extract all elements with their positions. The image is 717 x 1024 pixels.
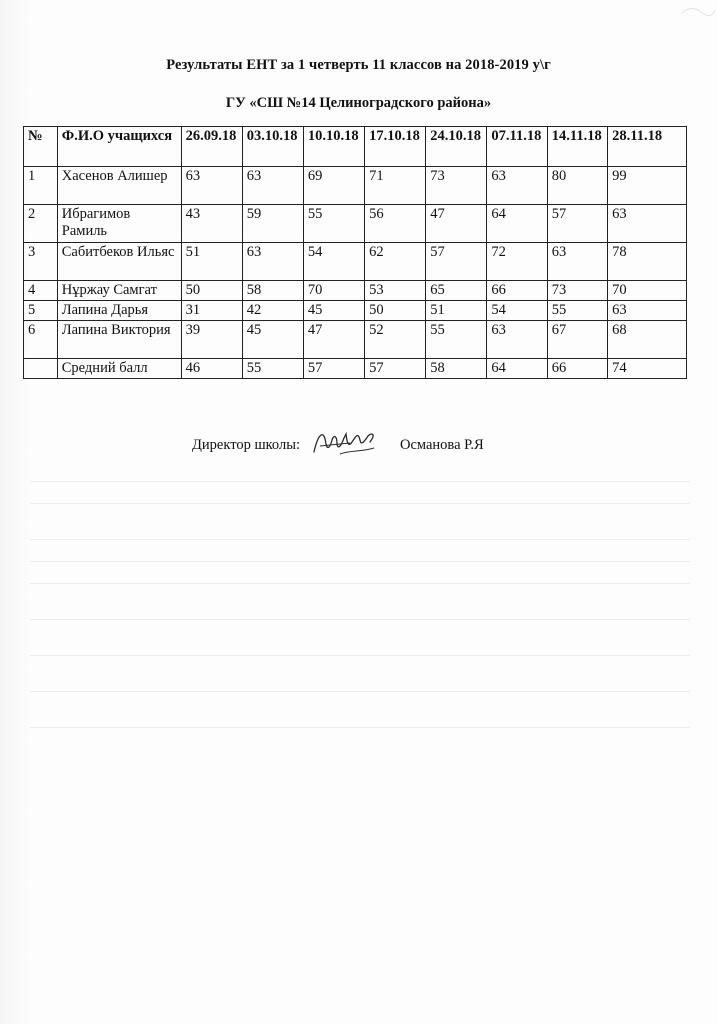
score-cell: 63 bbox=[242, 243, 303, 281]
average-score: 46 bbox=[181, 359, 242, 379]
score-cell: 67 bbox=[547, 321, 607, 359]
row-num bbox=[24, 359, 58, 379]
table-row bbox=[24, 281, 687, 301]
score-cell: 73 bbox=[547, 281, 607, 301]
score-cell: 63 bbox=[608, 205, 687, 243]
score-cell: 54 bbox=[303, 243, 364, 281]
table-row bbox=[24, 301, 687, 321]
header-num: № bbox=[24, 127, 58, 167]
score-cell: 73 bbox=[426, 167, 487, 205]
student-name: Нұржау Самгат bbox=[57, 281, 181, 301]
score-cell: 50 bbox=[181, 281, 242, 301]
header-date: 10.10.18 bbox=[303, 127, 364, 167]
score-cell: 63 bbox=[487, 321, 547, 359]
row-num: 4 bbox=[24, 281, 58, 301]
average-row bbox=[24, 359, 687, 379]
score-cell: 53 bbox=[365, 281, 426, 301]
score-cell: 62 bbox=[365, 243, 426, 281]
header-date: 28.11.18 bbox=[608, 127, 687, 167]
score-cell: 31 bbox=[181, 301, 242, 321]
row-num: 1 bbox=[24, 167, 58, 205]
score-cell: 52 bbox=[365, 321, 426, 359]
score-cell: 54 bbox=[487, 301, 547, 321]
signature-row bbox=[192, 428, 484, 462]
row-num: 6 bbox=[24, 321, 58, 359]
score-cell: 58 bbox=[242, 281, 303, 301]
average-score: 57 bbox=[303, 359, 364, 379]
table-row bbox=[24, 167, 687, 205]
student-name: Ибрагимов Рамиль bbox=[57, 205, 181, 243]
score-cell: 57 bbox=[547, 205, 607, 243]
average-score: 74 bbox=[608, 359, 687, 379]
score-cell: 55 bbox=[426, 321, 487, 359]
scan-mark-icon bbox=[677, 0, 717, 26]
score-cell: 63 bbox=[608, 301, 687, 321]
score-cell: 80 bbox=[547, 167, 607, 205]
score-cell: 66 bbox=[487, 281, 547, 301]
student-name: Хасенов Алишер bbox=[57, 167, 181, 205]
score-cell: 42 bbox=[242, 301, 303, 321]
score-cell: 65 bbox=[426, 281, 487, 301]
average-score: 64 bbox=[487, 359, 547, 379]
row-num: 2 bbox=[24, 205, 58, 243]
score-cell: 63 bbox=[242, 167, 303, 205]
score-cell: 63 bbox=[547, 243, 607, 281]
document-subtitle: ГУ «СШ №14 Целиноградского района» bbox=[225, 95, 492, 111]
results-table bbox=[23, 126, 687, 379]
table-row bbox=[24, 321, 687, 359]
score-cell: 63 bbox=[487, 167, 547, 205]
score-cell: 63 bbox=[181, 167, 242, 205]
score-cell: 55 bbox=[547, 301, 607, 321]
score-cell: 78 bbox=[608, 243, 687, 281]
average-label: Средний балл bbox=[57, 359, 181, 379]
score-cell: 68 bbox=[608, 321, 687, 359]
row-num: 5 bbox=[24, 301, 58, 321]
signature-icon bbox=[310, 424, 380, 458]
director-name: Османова Р.Я bbox=[400, 436, 484, 453]
document-title: Результаты ЕНТ за 1 четверть 11 классов на 2018-2019 у\г bbox=[166, 57, 551, 73]
score-cell: 51 bbox=[426, 301, 487, 321]
score-cell: 47 bbox=[303, 321, 364, 359]
header-date: 17.10.18 bbox=[365, 127, 426, 167]
director-label: Директор школы: bbox=[192, 436, 300, 453]
student-name: Сабитбеков Ильяс bbox=[57, 243, 181, 281]
score-cell: 57 bbox=[426, 243, 487, 281]
score-cell: 43 bbox=[181, 205, 242, 243]
header-date: 03.10.18 bbox=[242, 127, 303, 167]
header-date: 14.11.18 bbox=[547, 127, 607, 167]
score-cell: 56 bbox=[365, 205, 426, 243]
table-row bbox=[24, 205, 687, 243]
score-cell: 47 bbox=[426, 205, 487, 243]
score-cell: 70 bbox=[303, 281, 364, 301]
header-date: 26.09.18 bbox=[181, 127, 242, 167]
score-cell: 69 bbox=[303, 167, 364, 205]
score-cell: 55 bbox=[303, 205, 364, 243]
average-score: 66 bbox=[547, 359, 607, 379]
score-cell: 50 bbox=[365, 301, 426, 321]
score-cell: 64 bbox=[487, 205, 547, 243]
header-name: Ф.И.О учащихся bbox=[57, 127, 181, 167]
score-cell: 51 bbox=[181, 243, 242, 281]
student-name: Лапина Дарья bbox=[57, 301, 181, 321]
table-row bbox=[24, 243, 687, 281]
score-cell: 39 bbox=[181, 321, 242, 359]
header-date: 07.11.18 bbox=[487, 127, 547, 167]
score-cell: 45 bbox=[303, 301, 364, 321]
header-date: 24.10.18 bbox=[426, 127, 487, 167]
average-score: 57 bbox=[365, 359, 426, 379]
score-cell: 70 bbox=[608, 281, 687, 301]
row-num: 3 bbox=[24, 243, 58, 281]
average-score: 55 bbox=[242, 359, 303, 379]
score-cell: 99 bbox=[608, 167, 687, 205]
score-cell: 71 bbox=[365, 167, 426, 205]
score-cell: 59 bbox=[242, 205, 303, 243]
score-cell: 72 bbox=[487, 243, 547, 281]
table-header-row bbox=[24, 127, 687, 167]
student-name: Лапина Виктория bbox=[57, 321, 181, 359]
average-score: 58 bbox=[426, 359, 487, 379]
score-cell: 45 bbox=[242, 321, 303, 359]
